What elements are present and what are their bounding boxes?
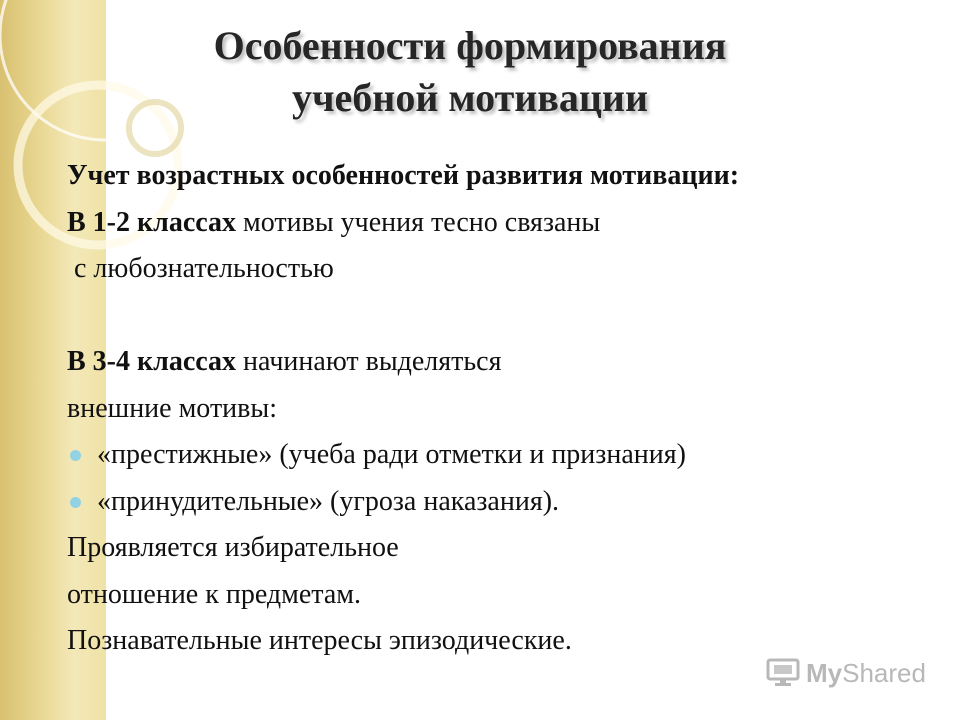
body-line-grades-1-2 (67, 200, 947, 247)
body-line-subjects: отношение к предметам. (67, 578, 361, 610)
watermark-text (806, 658, 926, 689)
grades-1-2-text: мотивы учения тесно связаны (236, 206, 601, 238)
title-line-1: Особенности формирования (213, 23, 727, 68)
grades-1-2-label: В 1-2 классах (67, 206, 237, 238)
body-line-curiosity (67, 246, 947, 293)
grades-3-4-text: начинают выделяться (236, 346, 502, 377)
curiosity-text: с любознательностью (67, 253, 334, 284)
body-line-age-features: Учет возрастных особенностей развития мотивации: (67, 160, 740, 191)
myshared-watermark (766, 655, 926, 691)
body-line-interests: Познавательные интересы эпизодические. (67, 625, 572, 656)
body-line-grades-3-4 (67, 339, 947, 386)
blank-line (67, 293, 947, 340)
watermark-shared: Shared (842, 657, 926, 688)
monitor-icon (766, 658, 800, 688)
bullet-dot-icon (70, 497, 81, 508)
grades-3-4-label: В 3-4 классах (67, 346, 237, 377)
bullet-item-coercive (67, 479, 947, 526)
slide-title (150, 20, 790, 124)
bullet-prestige-text: «престижные» (учеба ради отметки и признания) (97, 439, 686, 470)
watermark-my: My (806, 657, 843, 688)
title-line-2: учебной мотивации (291, 75, 649, 120)
body-line-selective: Проявляется избирательное (67, 532, 399, 563)
bullet-coercive-text: «принудительные» (угроза наказания). (97, 485, 560, 517)
slide-body (67, 153, 947, 665)
bullet-dot-icon (70, 450, 81, 461)
bullet-item-prestige (67, 432, 947, 479)
body-line-external-motives: внешние мотивы: (67, 392, 277, 424)
